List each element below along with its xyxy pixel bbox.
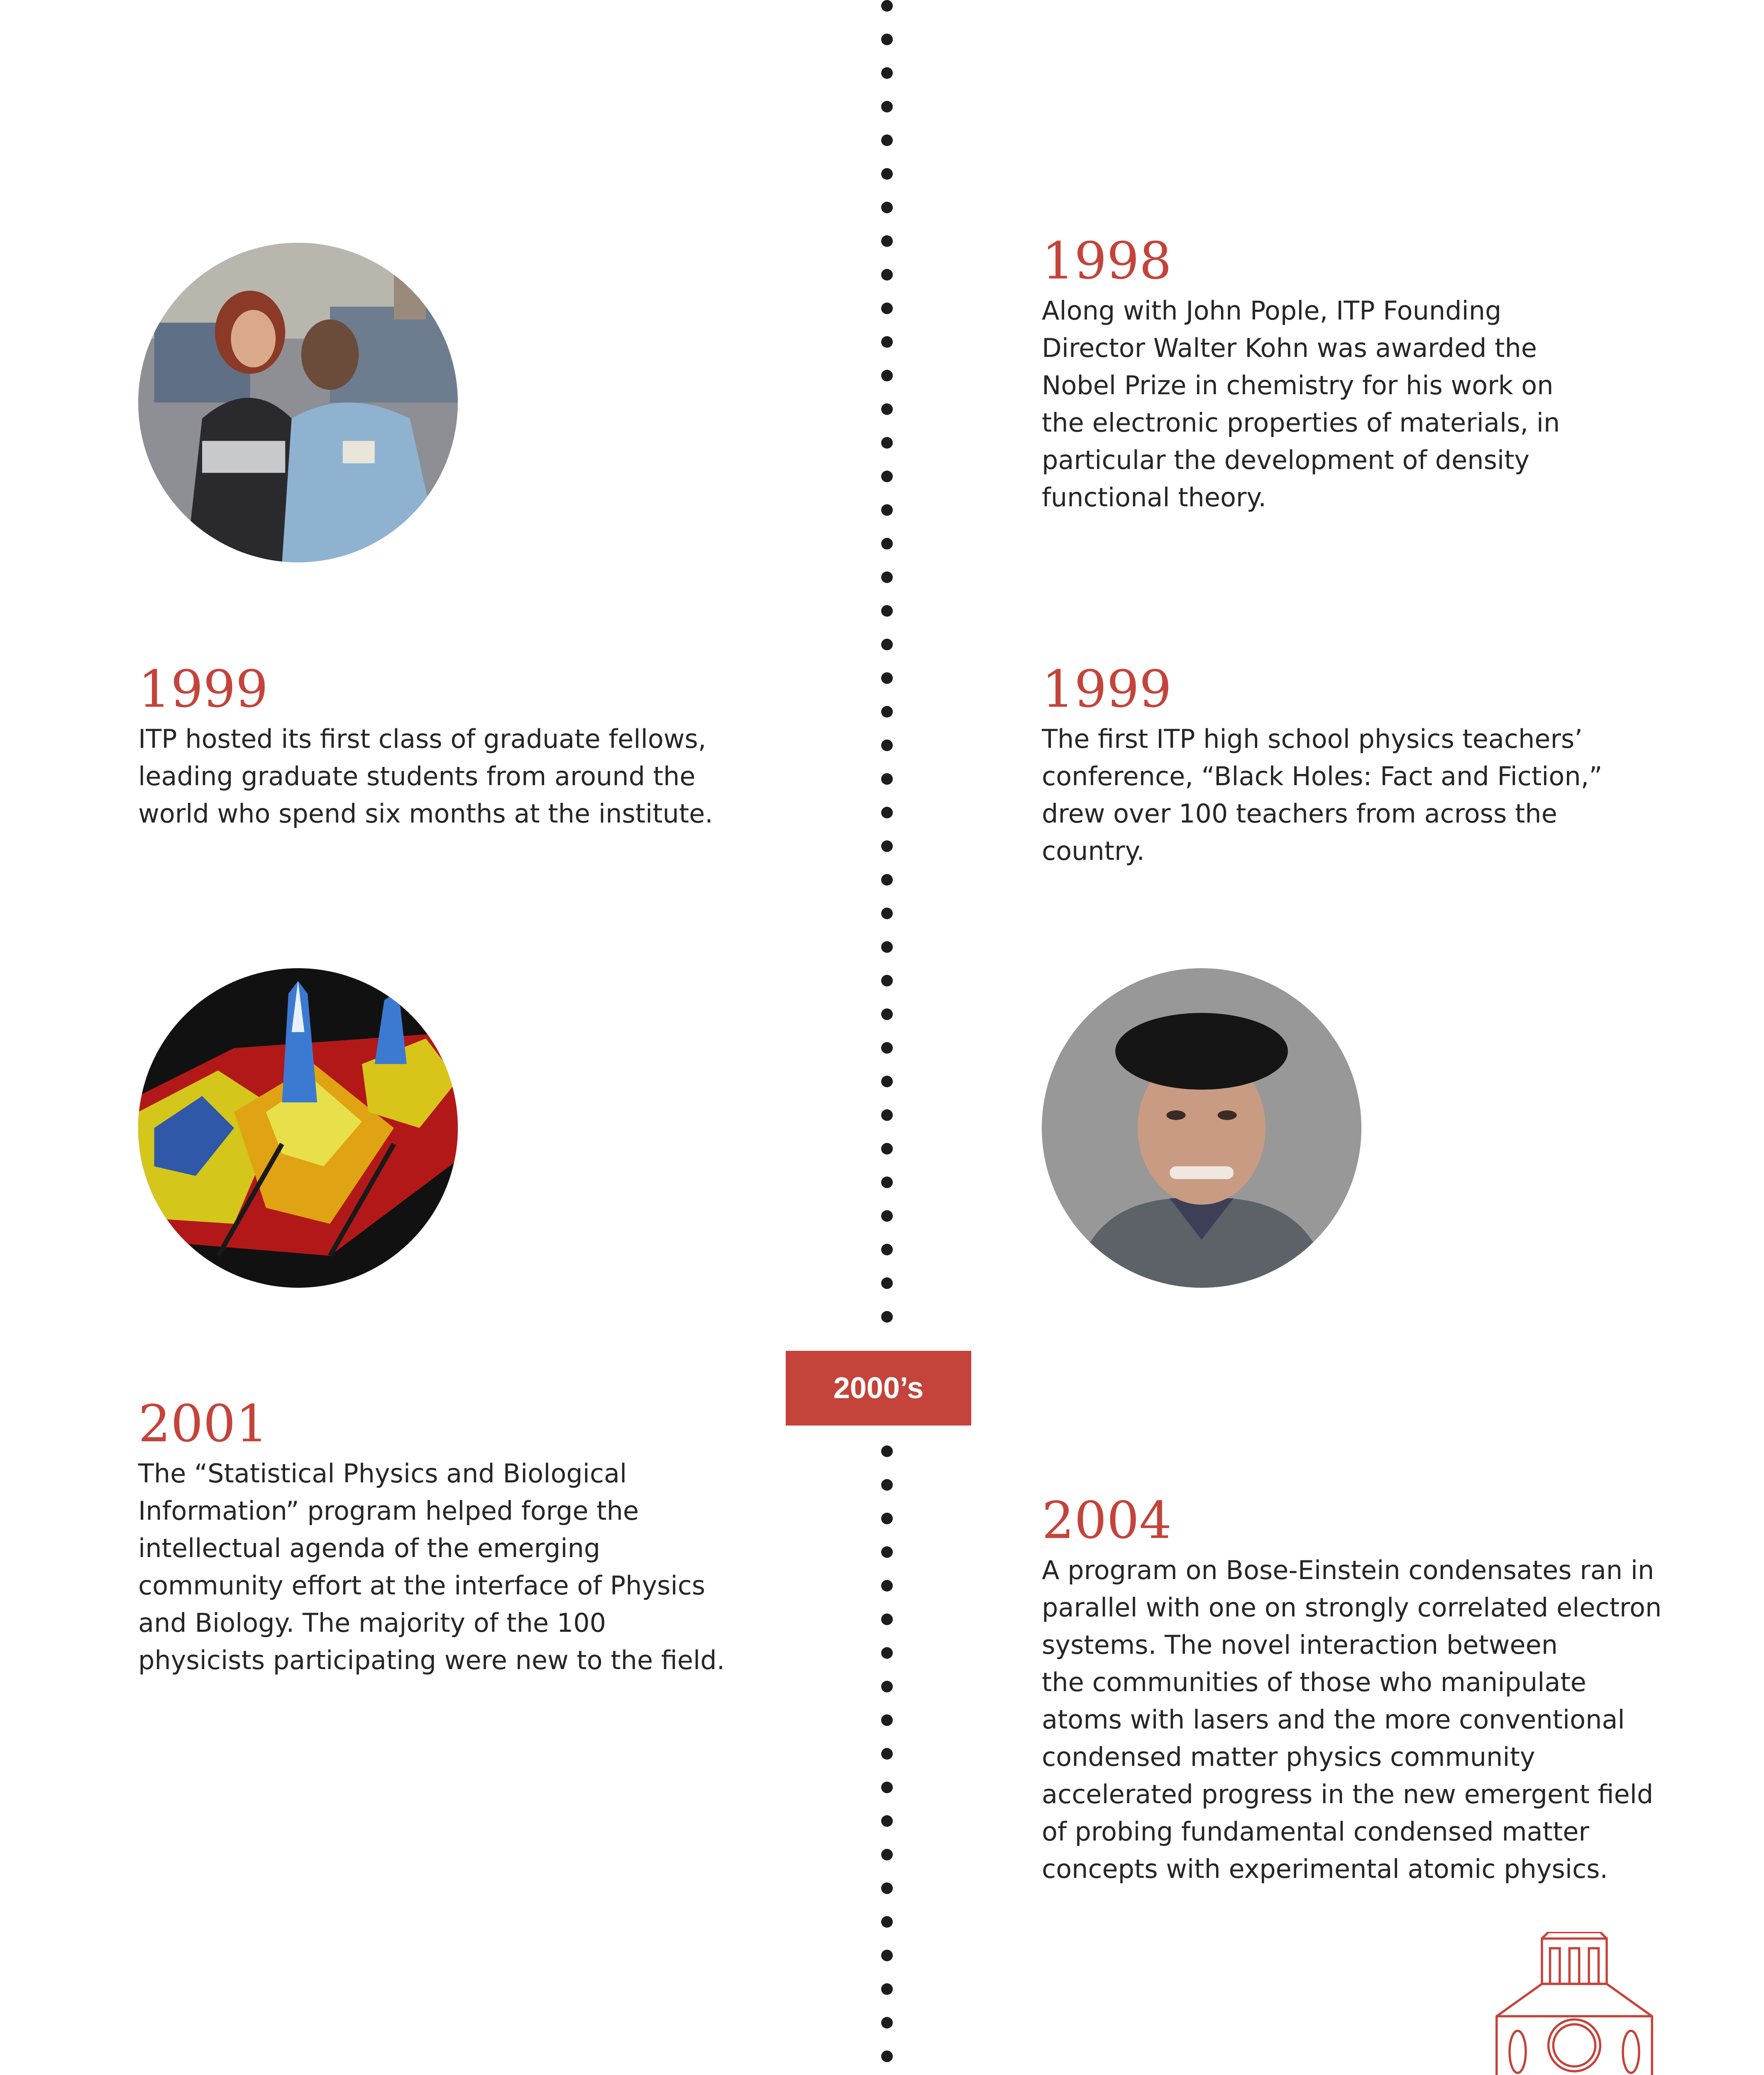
- timeline-dot: [881, 1983, 893, 1995]
- timeline-dot: [881, 538, 893, 549]
- conference-attendees-photo: [138, 243, 458, 562]
- timeline-dot: [881, 168, 893, 180]
- timeline-dot: [881, 807, 893, 818]
- entry-text: Along with John Pople, ITP Founding Director Walter Kohn was awarded the Nobel Prize in chemistry for his work on the electronic properties of materials, in particular the development of density functional theory.: [1042, 295, 1560, 513]
- walter-kohn-portrait: [1042, 968, 1361, 1288]
- entry-year: 1998: [1042, 232, 1172, 291]
- timeline-dot: [881, 1042, 893, 1054]
- timeline-dot: [881, 975, 893, 986]
- entry-year: 2004: [1042, 1491, 1172, 1550]
- timeline-dot: [881, 941, 893, 953]
- timeline-dot: [881, 0, 893, 12]
- entry-year: 1999: [1042, 660, 1172, 719]
- timeline-dot: [881, 1546, 893, 1558]
- timeline-dot: [881, 874, 893, 886]
- timeline-dot: [881, 471, 893, 482]
- timeline-dot: [881, 1445, 893, 1457]
- timeline-dot: [881, 1008, 893, 1020]
- timeline-dot: [881, 2017, 893, 2029]
- entry-1998: [1042, 232, 1706, 516]
- timeline-dot: [881, 1681, 893, 1692]
- timeline-dot: [881, 303, 893, 314]
- entry-1999-fellows: [138, 661, 844, 832]
- timeline-dot: [881, 1916, 893, 1928]
- timeline-dot: [881, 1882, 893, 1894]
- entry-year: 2001: [138, 1394, 269, 1454]
- timeline-dot: [881, 571, 893, 583]
- timeline-dot: [881, 101, 893, 112]
- timeline-dot: [881, 67, 893, 79]
- timeline-dot: [881, 269, 893, 281]
- timeline-dot: [881, 1849, 893, 1860]
- timeline-dot: [881, 1244, 893, 1255]
- timeline-dot: [881, 639, 893, 650]
- entry-text: ITP hosted its first class of graduate fellows, leading graduate students from around the world who spend six months at the institute.: [138, 724, 713, 829]
- timeline-dot: [881, 403, 893, 415]
- timeline-dot: [881, 1277, 893, 1289]
- era-badge: 2000’s: [786, 1351, 971, 1426]
- timeline-dot: [881, 773, 893, 785]
- timeline-dot: [881, 134, 893, 146]
- timeline-dot: [881, 1614, 893, 1625]
- entry-1999-teachers: [1042, 661, 1727, 870]
- entry-text: A program on Bose-Einstein condensates ran in parallel with one on strongly correlated electron systems. The novel interaction between the communities of those who manipulate atoms with lasers and the more conventional condensed matter physics community accelerated progress in the new emergent field of probing fundamental condensed matter concepts with experimental atomic physics.: [1042, 1555, 1662, 1884]
- timeline-dot: [881, 235, 893, 247]
- timeline-dot: [881, 1580, 893, 1592]
- timeline-dot: [881, 336, 893, 348]
- timeline-dot: [881, 1647, 893, 1659]
- timeline-dot: [881, 740, 893, 751]
- timeline-dot: [881, 1210, 893, 1222]
- timeline-dot: [881, 908, 893, 919]
- timeline-dot: [881, 504, 893, 516]
- timeline-dot: [881, 2051, 893, 2062]
- entry-text: The “Statistical Physics and Biological Information” program helped forge the intellectual agenda of the emerging community effort at the interface of Physics and Biology. The majority of the 100 physicists participating were new to the field.: [138, 1458, 725, 1675]
- timeline-dot: [881, 437, 893, 449]
- entry-text: The first ITP high school physics teachers’ conference, “Black Holes: Fact and Fiction,” drew over 100 teachers from across the country.: [1042, 724, 1603, 866]
- timeline-dot: [881, 1311, 893, 1323]
- clock-tower-icon: [1493, 1932, 1655, 2075]
- entry-year: 1999: [138, 660, 269, 719]
- timeline-dot: [881, 605, 893, 617]
- timeline-dot: [881, 1950, 893, 1961]
- timeline-dot: [881, 370, 893, 381]
- timeline-dot: [881, 1076, 893, 1087]
- timeline-dot: [881, 34, 893, 45]
- timeline-dot: [881, 1143, 893, 1155]
- timeline-dot: [881, 1479, 893, 1491]
- timeline-dot: [881, 1109, 893, 1121]
- entry-2004: [1042, 1492, 1747, 1888]
- bose-einstein-condensate-plot: [138, 968, 458, 1288]
- timeline-dot: [881, 840, 893, 852]
- timeline-dot: [881, 1815, 893, 1827]
- entry-2001: [138, 1395, 852, 1679]
- timeline-dot: [881, 202, 893, 213]
- timeline-dot: [881, 1513, 893, 1524]
- timeline-dot: [881, 1782, 893, 1793]
- timeline-dot: [881, 706, 893, 718]
- timeline-dot: [881, 1748, 893, 1760]
- timeline-dotted-line: [881, 0, 894, 2075]
- timeline-dot: [881, 672, 893, 684]
- timeline-dot: [881, 1177, 893, 1188]
- timeline-dot: [881, 1714, 893, 1726]
